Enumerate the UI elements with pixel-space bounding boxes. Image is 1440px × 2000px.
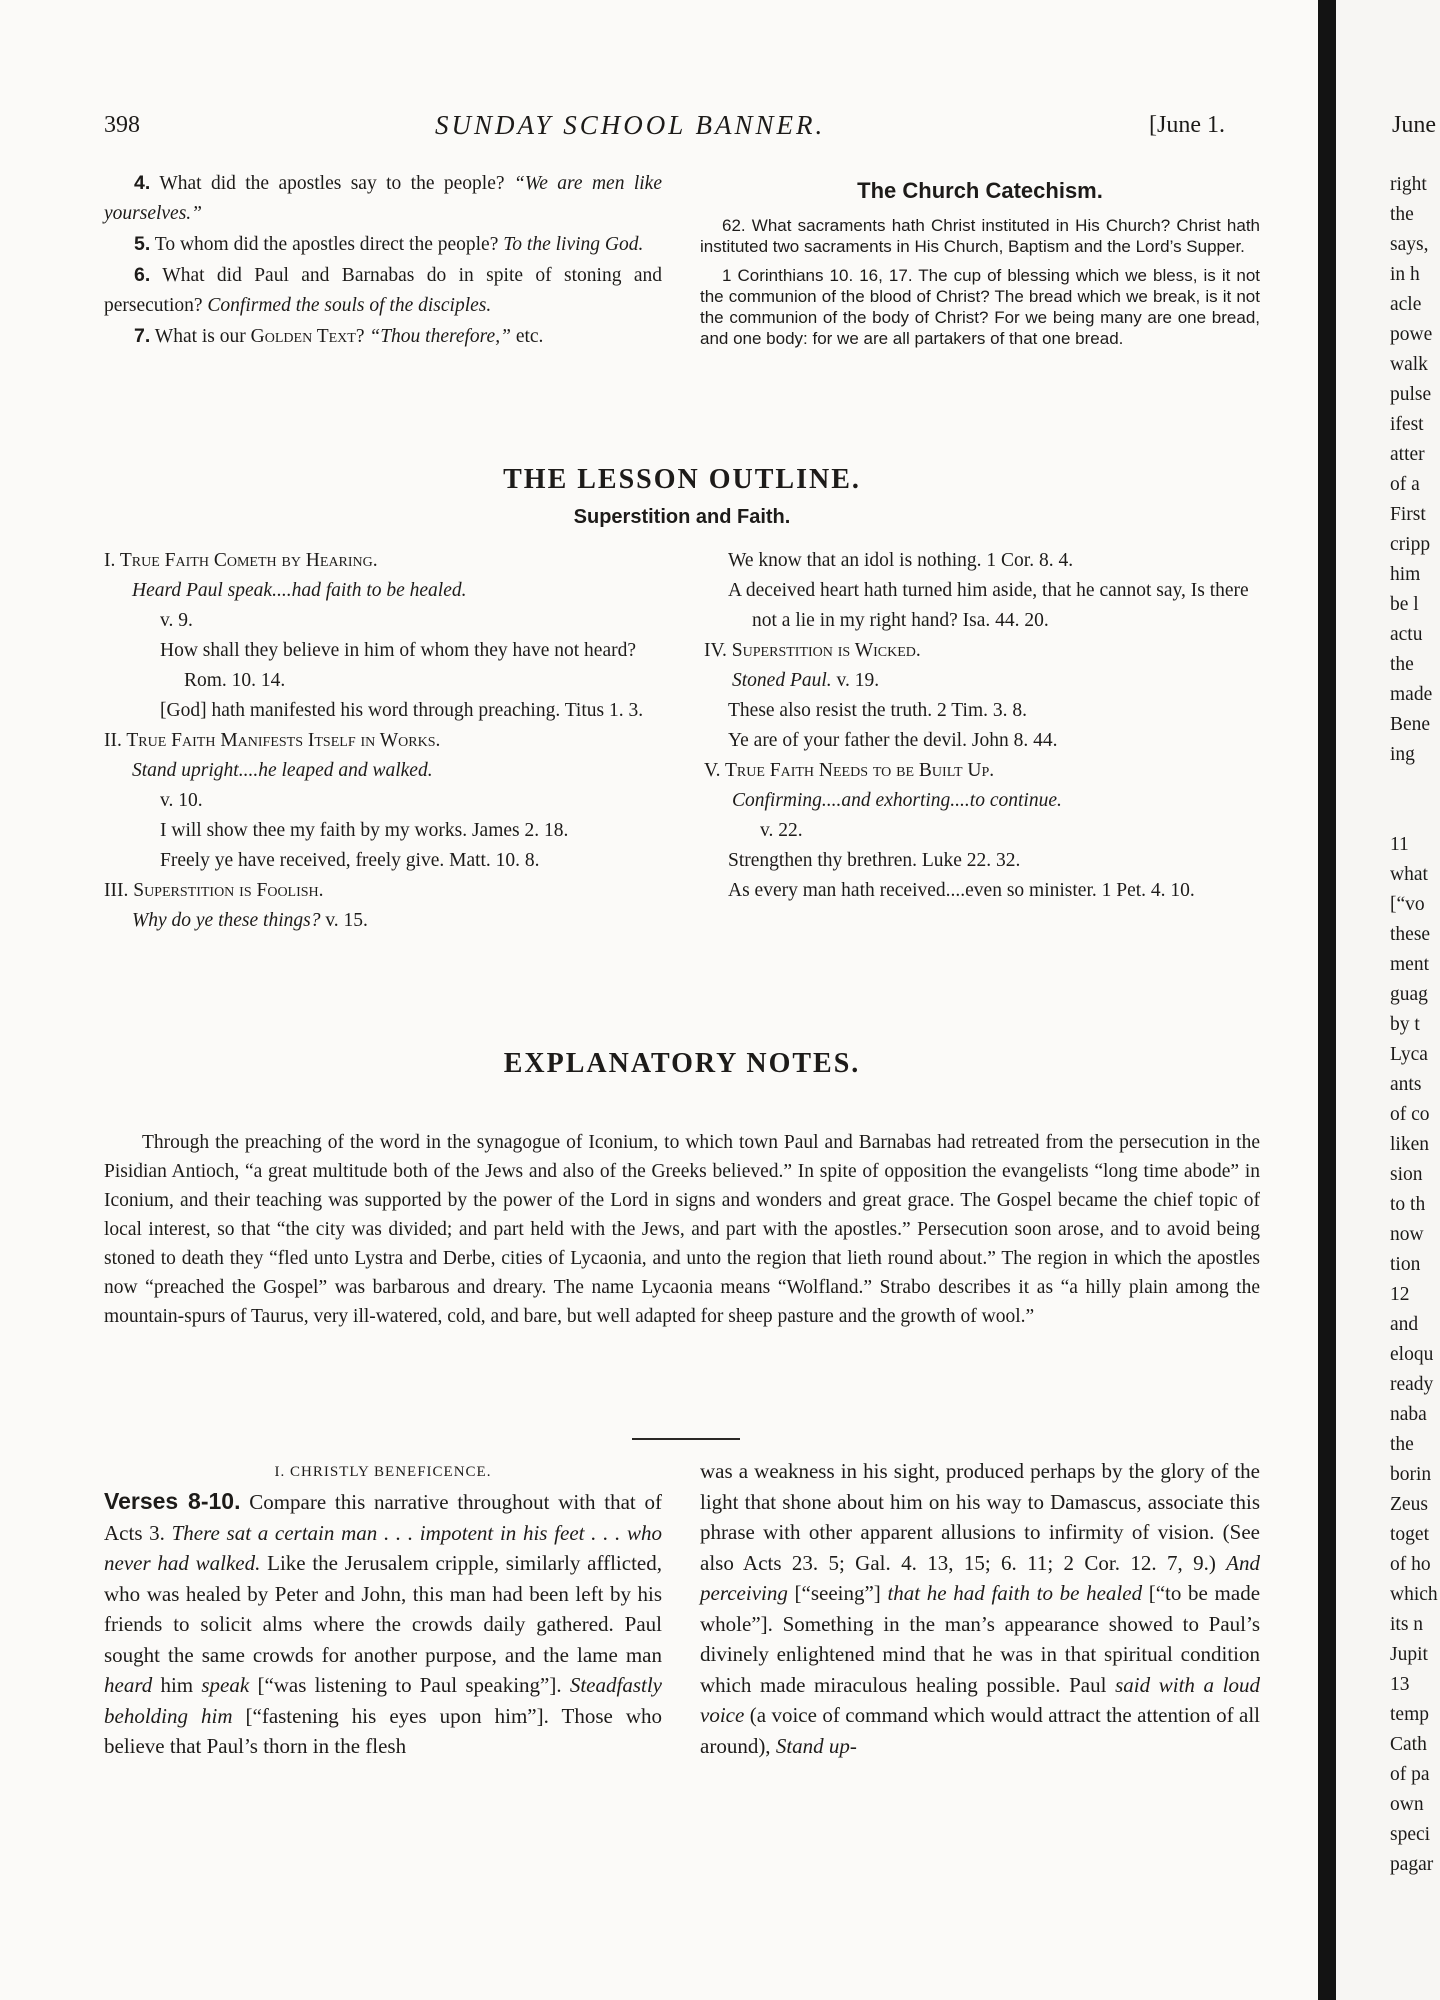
facing-page-line: 12 xyxy=(1390,1284,1410,1305)
lesson-outline-title: THE LESSON OUTLINE. xyxy=(503,464,861,495)
facing-page-line: pulse xyxy=(1390,384,1432,405)
facing-page-line: says, xyxy=(1390,234,1429,255)
facing-page-line: in h xyxy=(1390,264,1420,285)
facing-page-line: ready xyxy=(1390,1374,1434,1395)
outline-quote: Freely ye have received, freely give. Matt. 10. 8. xyxy=(160,850,540,871)
question-5: 5. To whom did the apostles direct the people? To the living God. xyxy=(134,233,644,255)
lesson-outline-subtitle: Superstition and Faith. xyxy=(573,506,791,528)
running-title: SUNDAY SCHOOL BANNER. xyxy=(435,110,826,140)
notes-intro: Through the preaching of the word in the synagogue of Iconium, to which town Paul and Barnabas had retreated from the persecution in the Pisidian Antioch, “a great multitude both of the Jews and also of the Greeks believed.” In spite of opposition the evangelists “long time abode” in Iconium, and their teaching was supported by the power of the Lord in signs and wonders and great grace. The Gospel became the chief topic of local interest, so that “the city was divided; and part held with the Jews, and part with the apostles.” Persecution soon arose, and to avoid being stoned to death they “fled unto Lystra and Derbe, cities of Lycaonia, and unto the region that lieth round about.” The region in which the apostles now “preached the Gospel” was barbarous and dreary. The name Lycaonia means “Wolfland.” Strabo describes it as “a hilly plain among the mountain-spurs of Taurus, very ill-watered, cold, and bare, but well adapted for sheep pasture and the growth of wool.” xyxy=(104,1132,1260,1327)
facing-page-line: its n xyxy=(1390,1614,1424,1635)
facing-page-line: be l xyxy=(1390,594,1419,615)
running-date: [June 1. xyxy=(1149,112,1225,138)
facing-page-line: naba xyxy=(1390,1404,1427,1425)
facing-page-line: now xyxy=(1390,1224,1424,1245)
facing-page-line: the xyxy=(1390,1434,1414,1455)
outline-text: Heard Paul speak....had faith to be healed. xyxy=(132,580,467,601)
facing-page-line: powe xyxy=(1390,324,1433,345)
outline-text: Stand upright....he leaped and walked. xyxy=(132,760,433,781)
notes-left-column xyxy=(104,1486,662,1762)
facing-page-line: Bene xyxy=(1390,714,1431,735)
question-4: 4. What did the apostles say to the people? “We are men like yourselves.” xyxy=(104,172,662,224)
outline-quote: Ye are of your father the devil. John 8. 44. xyxy=(728,730,1058,751)
facing-page-line: tion xyxy=(1390,1254,1421,1275)
facing-page-line: guag xyxy=(1390,984,1428,1005)
facing-page-line: ment xyxy=(1390,954,1429,975)
outline-text: Confirming....and exhorting....to continue. xyxy=(732,790,1062,811)
facing-page-line: atter xyxy=(1390,444,1425,465)
catechism-paragraph: 62. What sacraments hath Christ instituted in His Church? Christ hath instituted two sacraments in His Church, Baptism and the Lord’s Supper. xyxy=(700,216,1260,256)
catechism-paragraph: 1 Corinthians 10. 16, 17. The cup of blessing which we bless, is it not the communion of the blood of Christ? The bread which we break, is it not the communion of the body of Christ? For we being many are one bread, and one body: for we are all partakers of that one bread. xyxy=(700,266,1260,348)
review-questions xyxy=(104,168,662,352)
facing-page-line: of co xyxy=(1390,1104,1430,1125)
facing-page-line: pagar xyxy=(1390,1854,1434,1875)
facing-page-line: sion xyxy=(1390,1164,1423,1185)
outline-quote: [God] hath manifested his word through preaching. Titus 1. 3. xyxy=(160,700,644,721)
explanatory-notes-title: EXPLANATORY NOTES. xyxy=(503,1048,861,1079)
facing-page-line: to th xyxy=(1390,1194,1426,1215)
outline-heading: I. True Faith Cometh by Hearing. xyxy=(104,550,378,571)
outline-heading: III. Superstition is Foolish. xyxy=(104,880,324,901)
section-heading: I. CHRISTLY BENEFICENCE. xyxy=(274,1464,492,1480)
question-6: 6. What did Paul and Barnabas do in spite of stoning and persecution? Confirmed the souls of the disciples. xyxy=(104,264,662,316)
facing-page-line: of a xyxy=(1390,474,1420,495)
outline-text: Why do ye these things? v. 15. xyxy=(132,910,368,931)
facing-page-line: made xyxy=(1390,684,1433,705)
facing-page-line: own xyxy=(1390,1794,1424,1815)
facing-page-line: and xyxy=(1390,1314,1419,1335)
catechism-title: The Church Catechism. xyxy=(857,178,1103,203)
outline-ref: v. 10. xyxy=(160,790,203,811)
facing-page-line: these xyxy=(1390,924,1431,945)
outline-left-column xyxy=(104,546,662,936)
outline-quote: Strengthen thy brethren. Luke 22. 32. xyxy=(728,850,1021,871)
church-catechism xyxy=(700,180,1260,357)
outline-text: Stoned Paul. v. 19. xyxy=(732,670,880,691)
facing-page-line: right xyxy=(1390,174,1427,195)
facing-page-line: actu xyxy=(1390,624,1423,645)
outline-right-column xyxy=(704,546,1260,906)
facing-page-edge xyxy=(1336,0,1440,2000)
facing-page-line: which xyxy=(1390,1584,1438,1605)
outline-quote: These also resist the truth. 2 Tim. 3. 8. xyxy=(728,700,1027,721)
facing-page-line: him xyxy=(1390,564,1421,585)
section-divider xyxy=(632,1438,740,1440)
facing-page-line: 13 xyxy=(1390,1674,1410,1695)
outline-quote: A deceived heart hath turned him aside, that he cannot say, Is there not a lie in my right hand? Isa. 44. 20. xyxy=(728,580,1249,631)
facing-page-line: Lyca xyxy=(1390,1044,1428,1065)
verse-note-continued: was a weakness in his sight, produced perhaps by the glory of the light that shone about him on his way to Damascus, associate this phrase with other apparent allusions to infirmity of vision. (See also Acts 23. 5; Gal. 4. 13, 15; 6. 11; 2 Cor. 12. 7, 9.) And perceiving [“seeing”] that he had faith to be healed [“to be made whole”]. Something in the man’s appearance showed to Paul’s divinely enlightened mind that he was in that spiritual condition which made miraculous healing possible. Paul said with a loud voice (a voice of command which would attract the attention of all around), Stand up- xyxy=(700,1459,1261,1758)
facing-page-line: temp xyxy=(1390,1704,1429,1725)
outline-quote: We know that an idol is nothing. 1 Cor. 8. 4. xyxy=(728,550,1074,571)
outline-quote: As every man hath received....even so minister. 1 Pet. 4. 10. xyxy=(728,880,1195,901)
outline-quote: How shall they believe in him of whom they have not heard? Rom. 10. 14. xyxy=(160,640,636,691)
facing-page-line: borin xyxy=(1390,1464,1432,1485)
outline-heading: II. True Faith Manifests Itself in Works. xyxy=(104,730,441,751)
facing-page-line: Cath xyxy=(1390,1734,1427,1755)
facing-page-line: walk xyxy=(1390,354,1428,375)
verse-note: Verses 8-10. Compare this narrative throughout with that of Acts 3. There sat a certain man . . . impotent in his feet . . . who never had walked. Like the Jerusalem cripple, similarly afflicted, who was healed by Peter and John, this man had been left by his friends to solicit alms where the crowds daily gathered. Paul sought the same crowds for another purpose, and the lame man heard him speak [“was listening to Paul speaking”]. Steadfastly beholding him [“fastening his eyes upon him”]. Those who believe that Paul’s thorn in the flesh xyxy=(104,1488,662,1758)
facing-page-line xyxy=(1390,800,1440,830)
facing-page-text xyxy=(1390,170,1440,1880)
facing-page-line: [“vo xyxy=(1390,894,1425,915)
facing-page-line: liken xyxy=(1390,1134,1429,1155)
outline-quote: I will show thee my faith by my works. James 2. 18. xyxy=(160,820,569,841)
outline-ref: v. 22. xyxy=(760,820,803,841)
facing-page-line: Zeus xyxy=(1390,1494,1428,1515)
facing-page-line: ifest xyxy=(1390,414,1424,435)
outline-heading: IV. Superstition is Wicked. xyxy=(704,640,921,661)
outline-ref: v. 9. xyxy=(160,610,193,631)
book-gutter xyxy=(1318,0,1336,2000)
facing-page-line: of ho xyxy=(1390,1554,1431,1575)
facing-page-line: the xyxy=(1390,204,1414,225)
facing-page-date: June xyxy=(1392,112,1436,138)
facing-page-line: the xyxy=(1390,654,1414,675)
facing-page-line: acle xyxy=(1390,294,1422,315)
facing-page-line: by t xyxy=(1390,1014,1420,1035)
facing-page-line: Jupit xyxy=(1390,1644,1428,1665)
question-7: 7. What is our Golden Text? “Thou therefore,” etc. xyxy=(134,325,544,347)
notes-right-column xyxy=(700,1456,1260,1761)
facing-page-line: what xyxy=(1390,864,1428,885)
facing-page-line: speci xyxy=(1390,1824,1431,1845)
outline-heading: V. True Faith Needs to be Built Up. xyxy=(704,760,995,781)
facing-page-line: toget xyxy=(1390,1524,1429,1545)
facing-page-line: cripp xyxy=(1390,534,1431,555)
page-number: 398 xyxy=(104,112,140,138)
facing-page-line: ants xyxy=(1390,1074,1422,1095)
facing-page-line: ing xyxy=(1390,744,1415,765)
facing-page-line: First xyxy=(1390,504,1426,525)
facing-page-line: eloqu xyxy=(1390,1344,1434,1365)
facing-page-line: 11 xyxy=(1390,834,1409,855)
facing-page-line xyxy=(1390,770,1440,800)
facing-page-line: of pa xyxy=(1390,1764,1430,1785)
